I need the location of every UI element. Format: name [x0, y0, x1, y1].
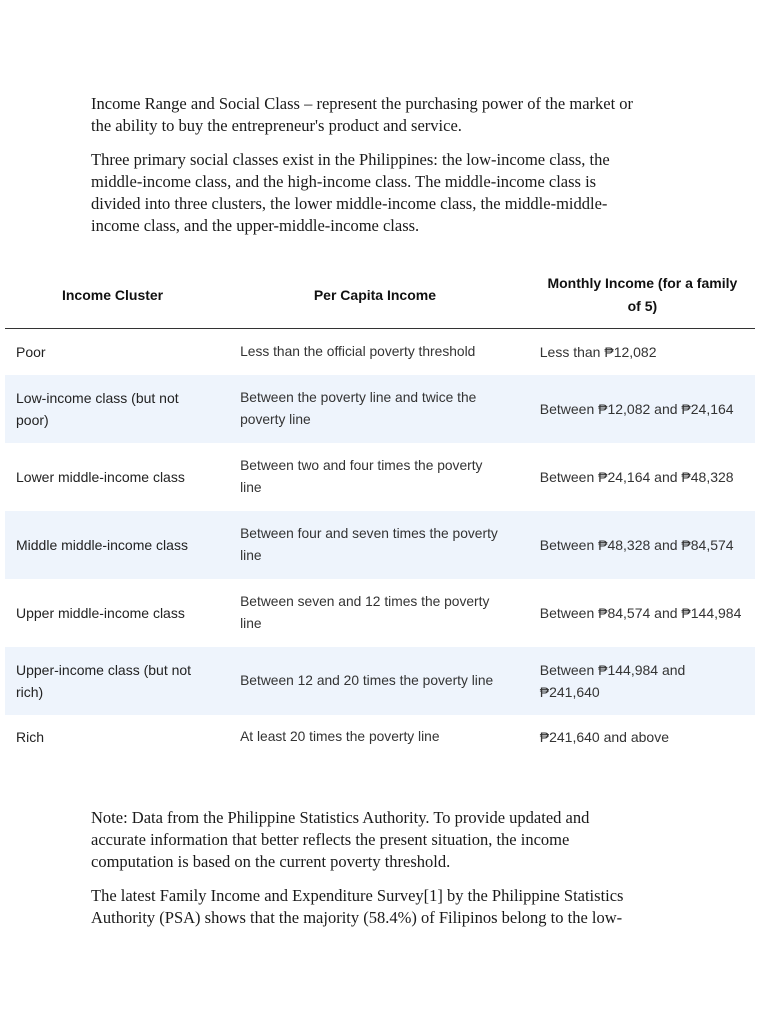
table-row: [5, 329, 755, 375]
cell-income-cluster-line: Upper-income class (but not: [16, 661, 192, 678]
cell-per-capita-income-line: Between 12 and 20 times the poverty line: [240, 672, 494, 688]
cell-per-capita-income: [220, 715, 530, 760]
cell-monthly-income-line: Less than ₱12,082: [539, 343, 657, 360]
cell-per-capita-income-line: Between the poverty line and twice the: [240, 389, 477, 405]
cell-income-cluster: [5, 715, 220, 760]
cell-per-capita-income-line: line: [240, 547, 262, 563]
cell-per-capita-income-line: Less than the official poverty threshold: [240, 343, 476, 359]
intro-line: income class, and the upper-middle-income class.: [91, 216, 420, 235]
note-line: accurate information that better reflects the present situation, the income: [91, 830, 570, 849]
table-row: [5, 375, 755, 443]
cell-per-capita-income-line: Between seven and 12 times the poverty: [240, 593, 490, 609]
cell-income-cluster: [5, 511, 220, 579]
income-table-container: [5, 262, 755, 760]
cell-income-cluster: [5, 329, 220, 375]
header-monthly-income: [530, 262, 755, 329]
table-header-row: [5, 262, 755, 329]
cell-per-capita-income: [220, 647, 530, 715]
cell-monthly-income: [530, 329, 755, 375]
cell-per-capita-income: [220, 511, 530, 579]
cell-monthly-income-line: Between ₱12,082 and ₱24,164: [539, 400, 734, 417]
intro-line: middle-income class, and the high-income class. The middle-income class is: [91, 172, 597, 191]
header-monthly-income-line: of 5): [627, 298, 658, 314]
cell-income-cluster-line: rich): [16, 683, 44, 700]
cell-per-capita-income-line: poverty line: [240, 411, 311, 427]
cell-per-capita-income: [220, 375, 530, 443]
cell-per-capita-income-line: Between four and seven times the poverty: [240, 525, 498, 541]
income-cluster-table: [5, 262, 755, 760]
intro-line: Income Range and Social Class – represent the purchasing power of the market or: [91, 94, 634, 113]
table-row: [5, 647, 755, 715]
cell-per-capita-income: [220, 579, 530, 647]
cell-income-cluster: [5, 443, 220, 511]
cell-per-capita-income-line: line: [240, 479, 262, 495]
cell-per-capita-income-line: line: [240, 615, 262, 631]
intro-line: divided into three clusters, the lower middle-income class, the middle-middle-: [91, 194, 608, 213]
table-row: [5, 511, 755, 579]
cell-monthly-income: [530, 647, 755, 715]
cell-monthly-income-line: ₱241,640 and above: [539, 729, 669, 745]
cell-per-capita-income-line: Between two and four times the poverty: [240, 457, 483, 473]
note-line: Note: Data from the Philippine Statistics Authority. To provide updated and: [91, 808, 590, 827]
cell-income-cluster-line: poor): [16, 411, 49, 428]
table-row: [5, 443, 755, 511]
cell-monthly-income: [530, 375, 755, 443]
cell-monthly-income-line: Between ₱24,164 and ₱48,328: [539, 468, 734, 485]
table-row: [5, 715, 755, 760]
cell-monthly-income: [530, 511, 755, 579]
table-row: [5, 579, 755, 647]
cell-income-cluster-line: Upper middle-income class: [16, 604, 185, 621]
cell-per-capita-income-line: At least 20 times the poverty line: [240, 729, 440, 744]
cell-monthly-income-line: Between ₱84,574 and ₱144,984: [539, 604, 742, 621]
note-paragraph: [91, 807, 691, 873]
cell-monthly-income: [530, 579, 755, 647]
cell-income-cluster-line: Rich: [16, 729, 45, 745]
cell-monthly-income-line: Between ₱144,984 and: [539, 661, 686, 678]
header-income-cluster: Income Cluster: [5, 262, 220, 329]
cell-income-cluster-line: Low-income class (but not: [16, 389, 179, 406]
cell-per-capita-income: [220, 443, 530, 511]
survey-line: Authority (PSA) shows that the majority (58.4%) of Filipinos belong to the low-: [91, 908, 623, 927]
cell-income-cluster-line: Middle middle-income class: [16, 536, 188, 553]
cell-income-cluster-line: Lower middle-income class: [16, 468, 185, 485]
cell-income-cluster: [5, 579, 220, 647]
intro-paragraph-1: [91, 93, 691, 137]
cell-per-capita-income: [220, 329, 530, 375]
survey-paragraph: [91, 885, 691, 929]
cell-monthly-income: [530, 443, 755, 511]
table-body: [5, 329, 755, 760]
intro-line: Three primary social classes exist in the Philippines: the low-income class, the: [91, 150, 610, 169]
note-line: computation is based on the current poverty threshold.: [91, 852, 451, 871]
header-monthly-income-line: Monthly Income (for a family: [547, 275, 738, 291]
header-per-capita-income: Per Capita Income: [220, 262, 530, 329]
table-header: [5, 262, 755, 329]
cell-monthly-income-line: ₱241,640: [539, 683, 600, 700]
intro-paragraph-2: [91, 149, 691, 237]
cell-income-cluster-line: Poor: [16, 343, 46, 360]
cell-income-cluster: [5, 647, 220, 715]
cell-income-cluster: [5, 375, 220, 443]
intro-line: the ability to buy the entrepreneur's product and service.: [91, 116, 462, 135]
cell-monthly-income: [530, 715, 755, 760]
survey-line: The latest Family Income and Expenditure Survey[1] by the Philippine Statistics: [91, 886, 624, 905]
cell-monthly-income-line: Between ₱48,328 and ₱84,574: [539, 536, 734, 553]
